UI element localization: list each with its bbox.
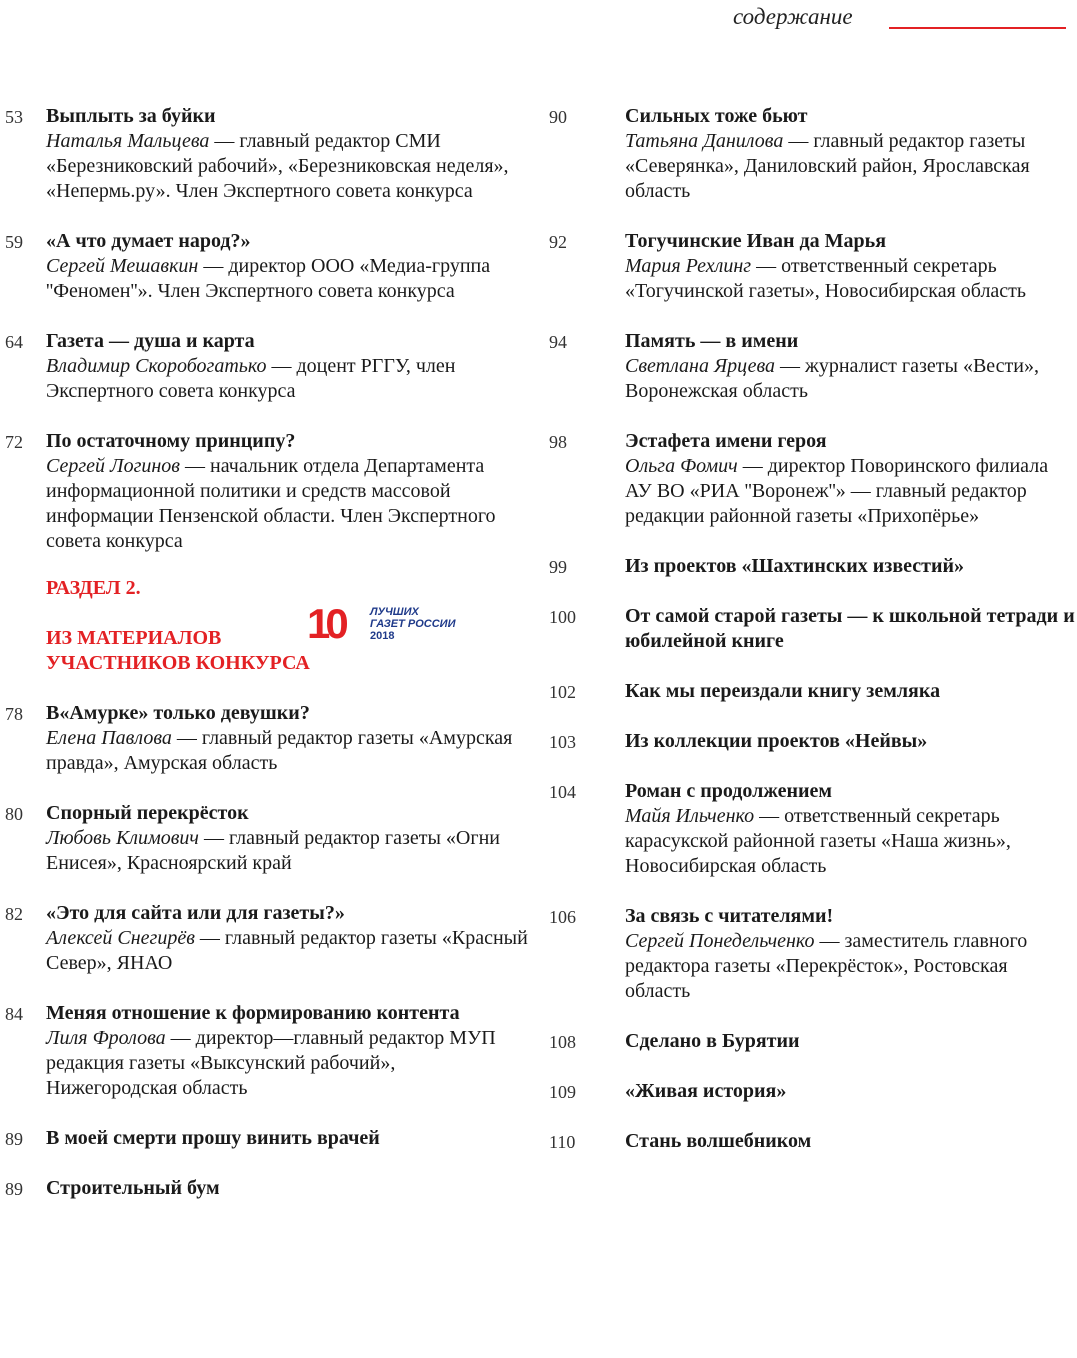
toc-entry[interactable]	[0, 801, 530, 876]
page-number: 100	[549, 607, 576, 627]
page-number: 104	[549, 782, 576, 802]
entry-title: «А что думает народ?»	[46, 230, 251, 252]
entry-author: Владимир Скоробогатько	[46, 355, 267, 377]
toc-entry[interactable]	[0, 1001, 530, 1101]
entry-title: Роман с продолжением	[625, 780, 833, 802]
toc-entry[interactable]	[0, 229, 530, 304]
toc-entry[interactable]	[540, 779, 1077, 879]
entry-title: Выплыть за буйки	[46, 105, 216, 127]
entry-description	[46, 1026, 530, 1101]
toc-left-column	[0, 104, 530, 1201]
entry-author: Светлана Ярцева	[625, 355, 776, 377]
page-number: 110	[549, 1132, 576, 1152]
toc-entry[interactable]	[540, 904, 1077, 1004]
entry-title: Сделано в Бурятии	[625, 1030, 800, 1052]
page-number: 64	[5, 332, 23, 352]
entry-role: — главный редактор газеты «Северянка», Даниловский район, Ярославская область	[625, 130, 1030, 202]
entry-title: В моей смерти прошу винить врачей	[46, 1127, 380, 1149]
entry-author: Сергей Понедельченко	[625, 930, 815, 952]
entry-description	[625, 254, 1077, 304]
entry-description	[625, 354, 1077, 404]
page-number: 90	[549, 107, 567, 127]
page-number: 92	[549, 232, 567, 252]
entry-role: — доцент РГГУ, член Экспертного совета конкурса	[46, 355, 456, 402]
toc-entry[interactable]	[540, 679, 1077, 704]
entry-role: — главный редактор газеты «Огни Енисея», Красноярский край	[46, 827, 500, 874]
page-number: 59	[5, 232, 23, 252]
page-number: 82	[5, 904, 23, 924]
entry-description	[625, 129, 1077, 204]
toc-entry[interactable]	[540, 229, 1077, 304]
entry-title: Тогучинские Иван да Марья	[625, 230, 887, 252]
entry-description	[46, 454, 530, 554]
page-number: 99	[549, 557, 567, 577]
toc-entry[interactable]	[540, 104, 1077, 204]
entry-role: — заместитель главного редактора газеты «Перекрёсток», Ростовская область	[625, 930, 1028, 1002]
toc-entry[interactable]	[0, 104, 530, 204]
entry-title: Из проектов «Шахтинских известий»	[625, 555, 964, 577]
entry-author: Сергей Логинов	[46, 455, 180, 477]
entry-role: — директор ООО «Медиа-группа ''Феномен''». Член Экспертного совета конкурса	[46, 255, 491, 302]
toc-entry[interactable]	[0, 429, 530, 554]
section-heading-line2: УЧАСТНИКОВ КОНКУРСА	[46, 652, 310, 674]
entry-author: Татьяна Данилова	[625, 130, 784, 152]
entry-title: Из коллекции проектов «Нейвы»	[625, 730, 928, 752]
entry-author: Алексей Снегирёв	[46, 927, 195, 949]
section-heading-line1: ИЗ МАТЕРИАЛОВ	[46, 627, 222, 649]
entry-description	[46, 826, 530, 876]
toc-entry[interactable]	[540, 1079, 1077, 1104]
entry-title: Спорный перекрёсток	[46, 802, 249, 824]
entry-title: В«Амурке» только девушки?	[46, 702, 310, 724]
page-number: 80	[5, 804, 23, 824]
toc-entry[interactable]	[0, 701, 530, 776]
page-number: 106	[549, 907, 576, 927]
contest-logo	[307, 602, 482, 642]
toc-entry[interactable]	[0, 1126, 530, 1151]
toc-entry[interactable]	[540, 729, 1077, 754]
page-number: 102	[549, 682, 576, 702]
page-number: 98	[549, 432, 567, 452]
entry-author: Елена Павлова	[46, 727, 172, 749]
entry-author: Любовь Климович	[46, 827, 199, 849]
entry-title: По остаточному принципу?	[46, 430, 296, 452]
page-number: 72	[5, 432, 23, 452]
page-number: 109	[549, 1082, 576, 1102]
entry-role: — журналист газеты «Вести», Воронежская область	[625, 355, 1039, 402]
entry-description	[625, 929, 1077, 1004]
toc-entry[interactable]	[0, 1176, 530, 1201]
toc-entry[interactable]	[540, 554, 1077, 579]
entry-role: — ответственный секретарь карасукской районной газеты «Наша жизнь», Новосибирская область	[625, 805, 1011, 877]
entry-author: Ольга Фомич	[625, 455, 738, 477]
entry-author: Мария Рехлинг	[625, 255, 752, 277]
entry-description	[46, 354, 530, 404]
page-number: 89	[5, 1179, 23, 1199]
logo-number: 10	[307, 602, 344, 642]
entry-author: Майя Ильченко	[625, 805, 755, 827]
entry-role: — начальник отдела Департамента информационной политики и средств массовой информации Пензенской области. Член Экспертного совета конкурса	[46, 455, 496, 552]
entry-title: Как мы переиздали книгу земляка	[625, 680, 941, 702]
entry-author: Наталья Мальцева	[46, 130, 210, 152]
section-label: РАЗДЕЛ 2.	[46, 577, 141, 599]
entry-role: — главный редактор газеты «Красный Север», ЯНАО	[46, 927, 528, 974]
entry-title: За связь с читателями!	[625, 905, 834, 927]
entry-description	[625, 804, 1077, 879]
entry-description	[46, 726, 530, 776]
page-number: 78	[5, 704, 23, 724]
page-number: 84	[5, 1004, 23, 1024]
entry-role: — директор Поворинского филиала АУ ВО «РИА ''Воронеж''» — главный редактор редакции районной газеты «Прихопёрье»	[625, 455, 1049, 527]
entry-title: От самой старой газеты — к школьной тетради и юбилейной книге	[625, 605, 1075, 652]
entry-description	[625, 454, 1077, 529]
entry-author: Лиля Фролова	[46, 1027, 166, 1049]
toc-entry[interactable]	[540, 429, 1077, 529]
entry-role: — главный редактор СМИ «Березниковский рабочий», «Березниковская неделя», «Непермь.ру». Член Экспертного совета конкурса	[46, 130, 509, 202]
page-number: 103	[549, 732, 576, 752]
toc-entry[interactable]	[540, 1129, 1077, 1154]
entry-author: Сергей Мешавкин	[46, 255, 199, 277]
entry-role: — ответственный секретарь «Тогучинской газеты», Новосибирская область	[625, 255, 1027, 302]
header-rule	[889, 27, 1066, 29]
entry-role: — директор—главный редактор МУП редакция газеты «Выксунский рабочий», Нижегородская область	[46, 1027, 496, 1099]
entry-title: Память — в имени	[625, 330, 799, 352]
page-number: 94	[549, 332, 567, 352]
entry-title: Меняя отношение к формированию контента	[46, 1002, 460, 1024]
entry-role: — главный редактор газеты «Амурская правда», Амурская область	[46, 727, 513, 774]
entry-title: «Это для сайта или для газеты?»	[46, 902, 345, 924]
entry-title: Эстафета имени героя	[625, 430, 827, 452]
entry-title: Стань волшебником	[625, 1130, 812, 1152]
entry-title: «Живая история»	[625, 1080, 787, 1102]
toc-entry[interactable]	[0, 329, 530, 404]
page-section-title: содержание	[733, 4, 853, 29]
entry-title: Сильных тоже бьют	[625, 105, 808, 127]
section-block	[0, 576, 530, 676]
logo-year: 2018	[370, 630, 395, 642]
page-number: 53	[5, 107, 23, 127]
page-number: 108	[549, 1032, 576, 1052]
toc-entry[interactable]	[540, 604, 1077, 654]
entry-title: Строительный бум	[46, 1177, 220, 1199]
entry-description	[46, 129, 530, 204]
toc-entry[interactable]	[540, 329, 1077, 404]
entry-description	[46, 254, 530, 304]
toc-entry[interactable]	[540, 1029, 1077, 1054]
toc-right-column	[540, 104, 1077, 1154]
logo-line2: ГАЗЕТ РОССИИ	[370, 618, 456, 630]
logo-line1: ЛУЧШИХ	[370, 606, 419, 618]
page-number: 89	[5, 1129, 23, 1149]
entry-description	[46, 926, 530, 976]
toc-entry[interactable]	[0, 901, 530, 976]
entry-title: Газета — душа и карта	[46, 330, 255, 352]
